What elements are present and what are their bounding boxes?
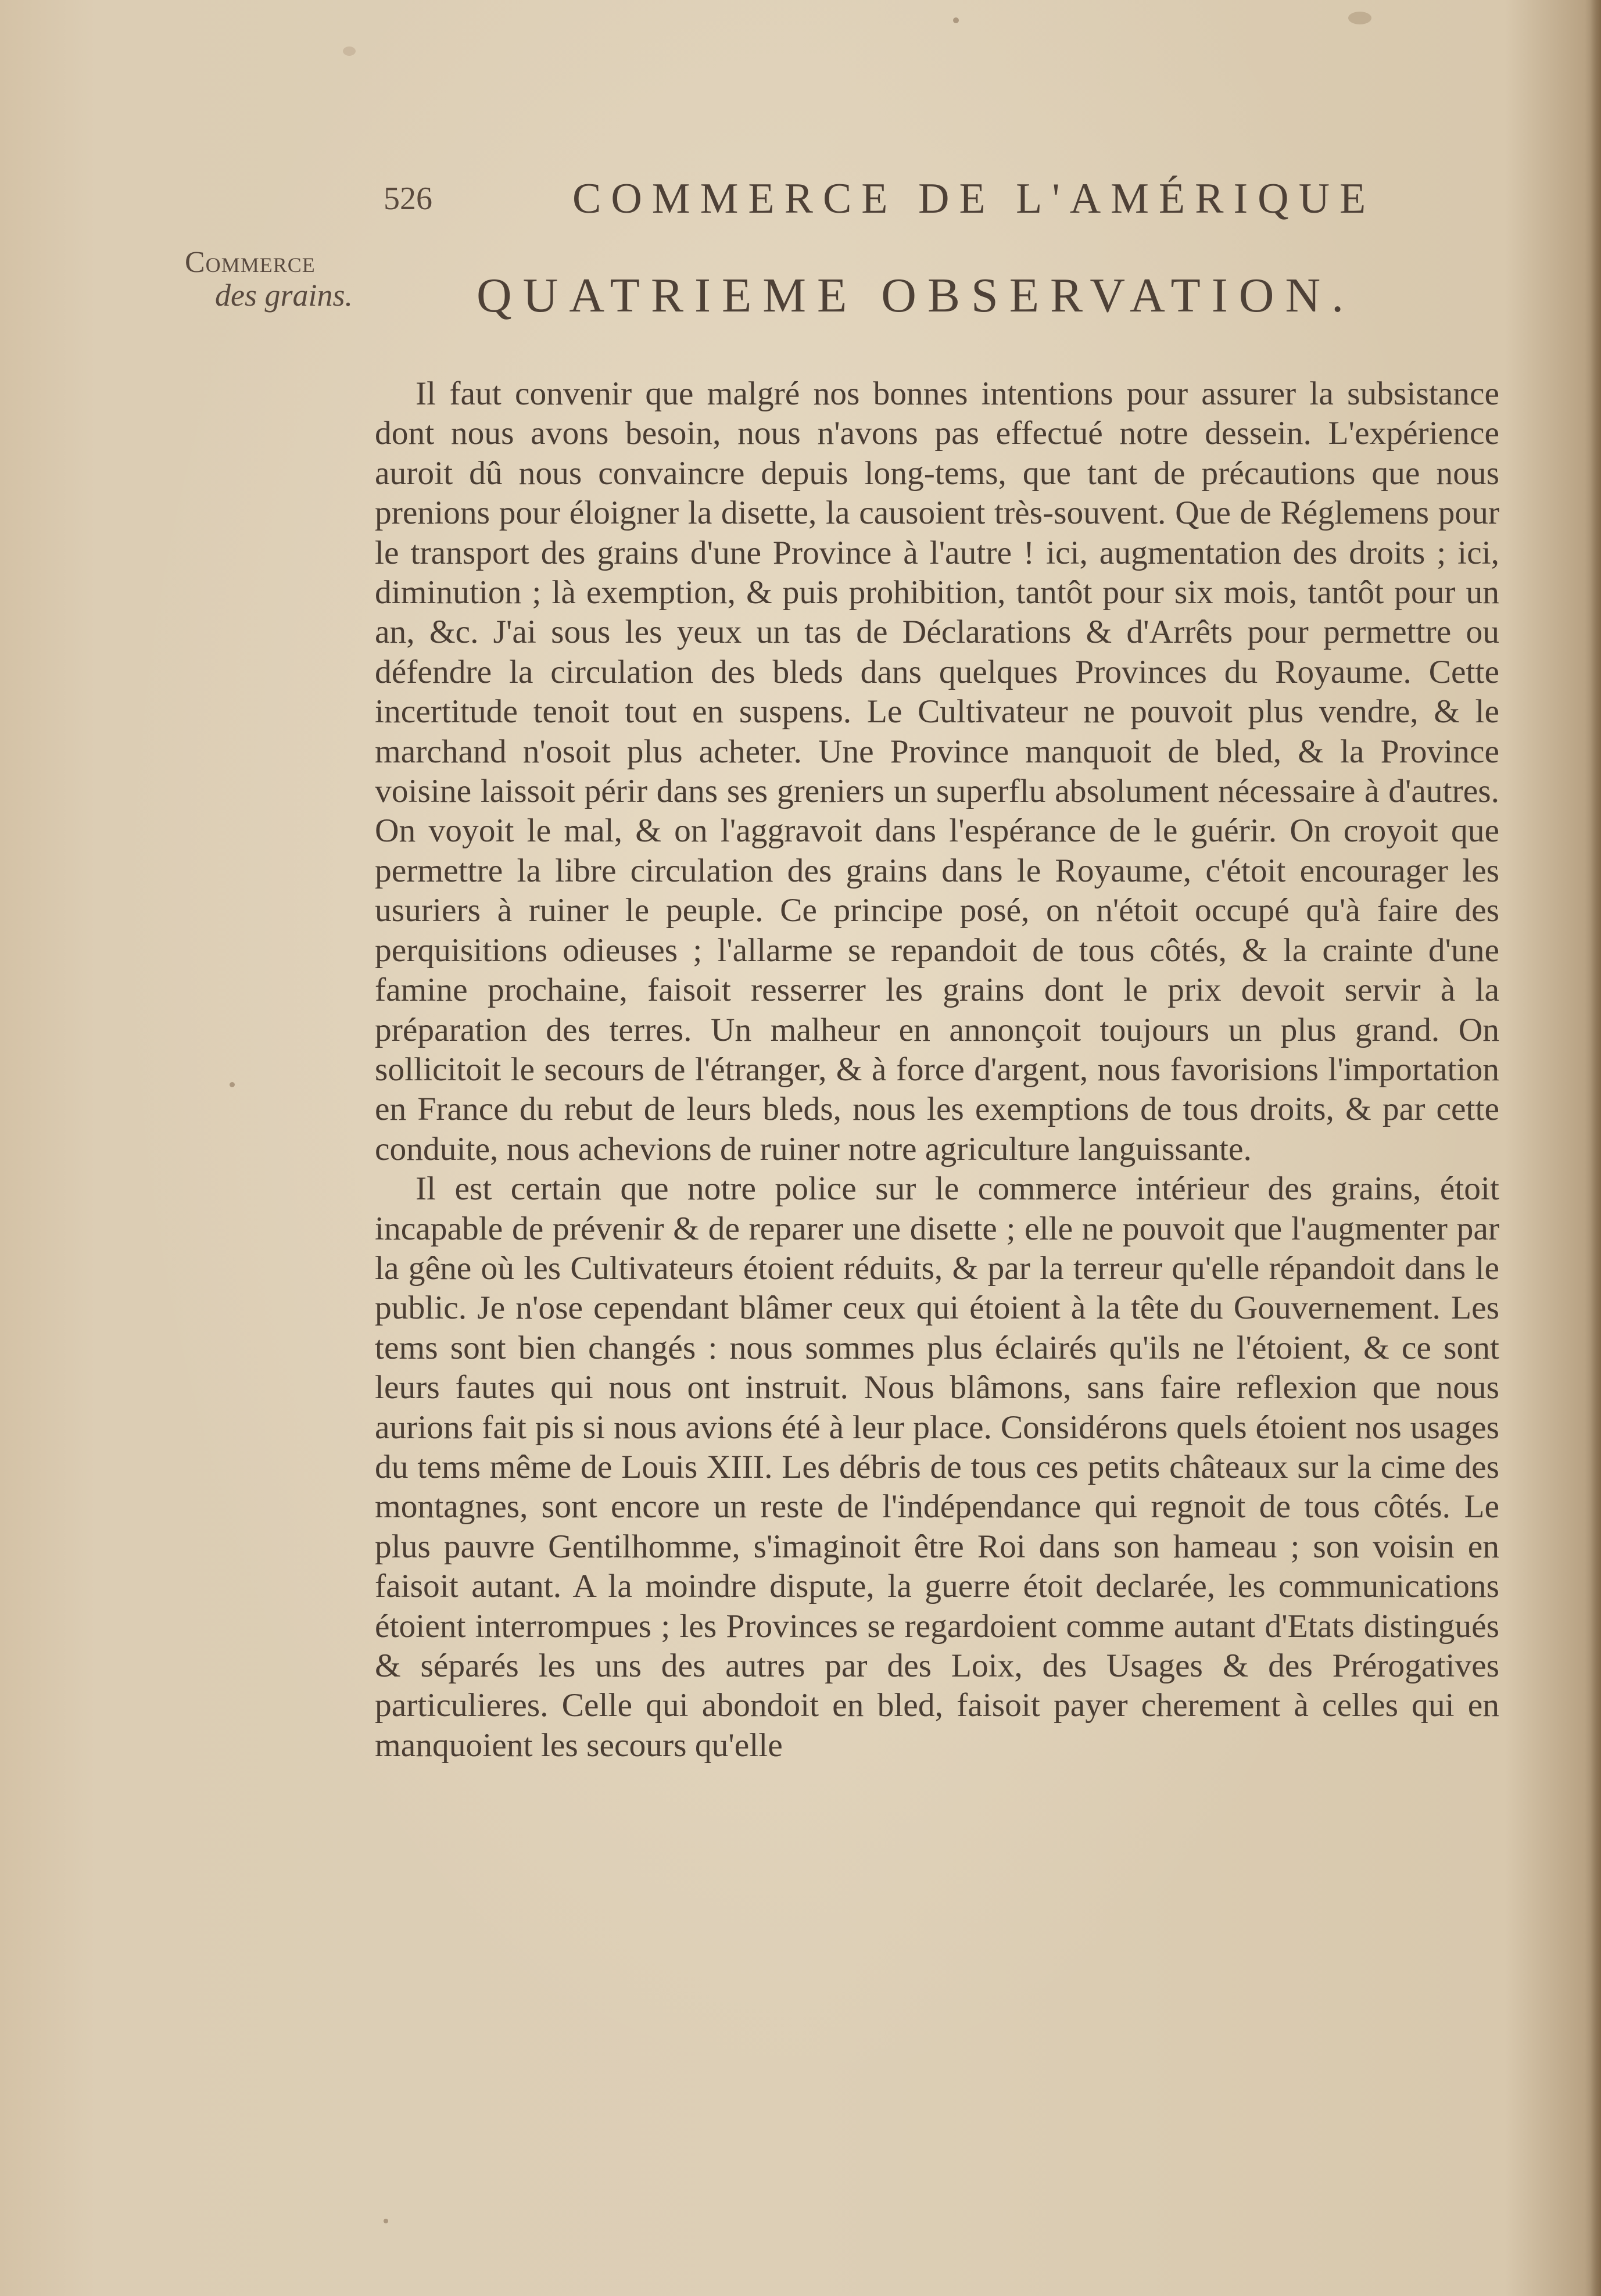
page-edge-shadow (1591, 0, 1601, 2296)
body-text (375, 374, 1499, 1765)
paragraph-2: Il est certain que notre police sur le commerce intérieur des grains, étoit incapable de prévenir & de reparer une disette ; elle ne pouvoit que l'augmenter par la gêne où les Cultivateurs étoient réduits, & par la terreur qu'elle répandoit dans le public. Je n'ose cependant blâmer ceux qui étoient à la tête du Gouvernement. Les tems sont bien changés : nous sommes plus éclairés qu'ils ne l'étoient, & ce sont leurs fautes qui nous ont instruit. Nous blâmons, sans faire reflexion que nous aurions fait pis si nous avions été à leur place. Considérons quels étoient nos usages du tems même de Louis XIII. Les débris de tous ces petits châteaux sur la cime des montagnes, sont encore un reste de l'indépendance qui regnoit de tous côtés. Le plus pauvre Gentilhomme, s'imaginoit être Roi dans son hameau ; son voisin en faisoit autant. A la moindre dispute, la guerre étoit declarée, les communications étoient interrompues ; les Provinces se regardoient comme autant d'Etats distingués & séparés les uns des autres par des Loix, des Usages & des Prérogatives particulieres. Celle qui abondoit en bled, faisoit payer cherement à celles qui en manquoient les secours qu'elle (375, 1170, 1499, 1764)
paper-speck (1348, 12, 1371, 24)
paper-speck (343, 46, 356, 56)
margin-note-line-2: des grains. (215, 277, 353, 313)
page-header (384, 169, 1376, 238)
paper-speck (384, 2219, 388, 2223)
paper-speck (230, 1082, 235, 1087)
page-number: 526 (384, 181, 432, 217)
paragraph-1: Il faut convenir que malgré nos bonnes intentions pour assurer la subsistance dont nous avons besoin, nous n'avons pas effectué notre dessein. L'expérience auroit dû nous convaincre depuis long-tems, que tant de précautions que nous prenions pour éloigner la disette, la causoient très-souvent. Que de Réglemens pour le transport des grains d'une Province à l'autre ! ici, augmentation des droits ; ici, diminution ; là exemption, & puis prohibition, tantôt pour six mois, tantôt pour un an, &c. J'ai sous les yeux un tas de Déclarations & d'Arrêts pour permettre ou défendre la circulation des bleds dans quelques Provinces du Royaume. Cette incertitude tenoit tout en suspens. Le Cultivateur ne pouvoit plus vendre, & le marchand n'osoit plus acheter. Une Province manquoit de bled, & la Province voisine laissoit périr dans ses greniers un superflu absolument nécessaire à d'autres. On voyoit le mal, & on l'aggravoit dans l'espérance de le guérir. On croyoit que permettre la libre circulation des grains dans le Royaume, c'étoit encourager les usuriers à ruiner le peuple. Ce principe posé, on n'étoit occupé qu'à faire des perquisitions odieuses ; l'allarme se repandoit de tous côtés, & la crainte d'une famine prochaine, faisoit resserrer les grains dont le prix devoit servir à la préparation des terres. Un malheur en annonçoit toujours un plus grand. On sollicitoit le secours de l'étranger, & à force d'argent, nous favorisions l'importation en France du rebut de leurs bleds, nous les exemptions de tous droits, & par cette conduite, nous achevions de ruiner notre agriculture languissante. (375, 375, 1499, 1167)
margin-note-line-1: Commerce (185, 246, 316, 279)
section-title: QUATRIEME OBSERVATION. (477, 268, 1355, 323)
running-head: COMMERCE DE L'AMÉRIQUE (572, 175, 1376, 223)
paper-speck (953, 17, 959, 23)
margin-note (185, 247, 371, 311)
